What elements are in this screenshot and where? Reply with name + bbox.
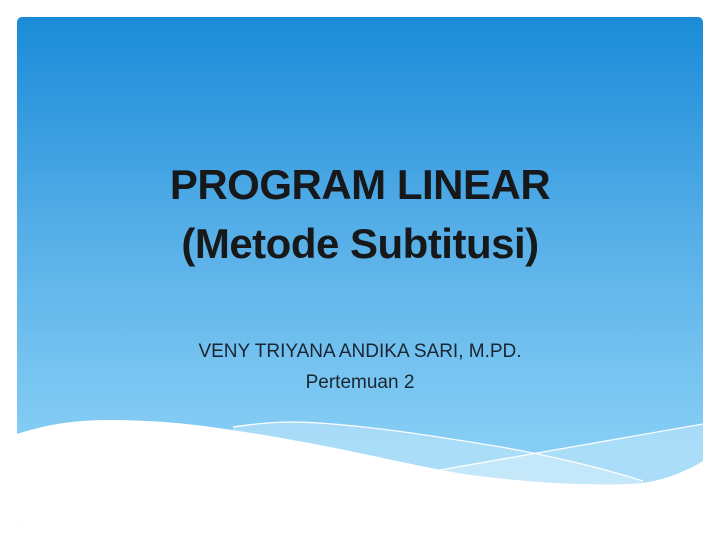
slide-canvas xyxy=(17,17,703,523)
slide-title xyxy=(17,155,703,273)
slide-subtitle xyxy=(17,336,703,398)
title-line-2: (Metode Subtitusi) xyxy=(181,220,539,267)
title-line-1: PROGRAM LINEAR xyxy=(169,161,551,208)
subtitle-line-1: VENY TRIYANA ANDIKA SARI, M.PD. xyxy=(198,341,522,362)
subtitle-line-2: Pertemuan 2 xyxy=(305,372,415,393)
